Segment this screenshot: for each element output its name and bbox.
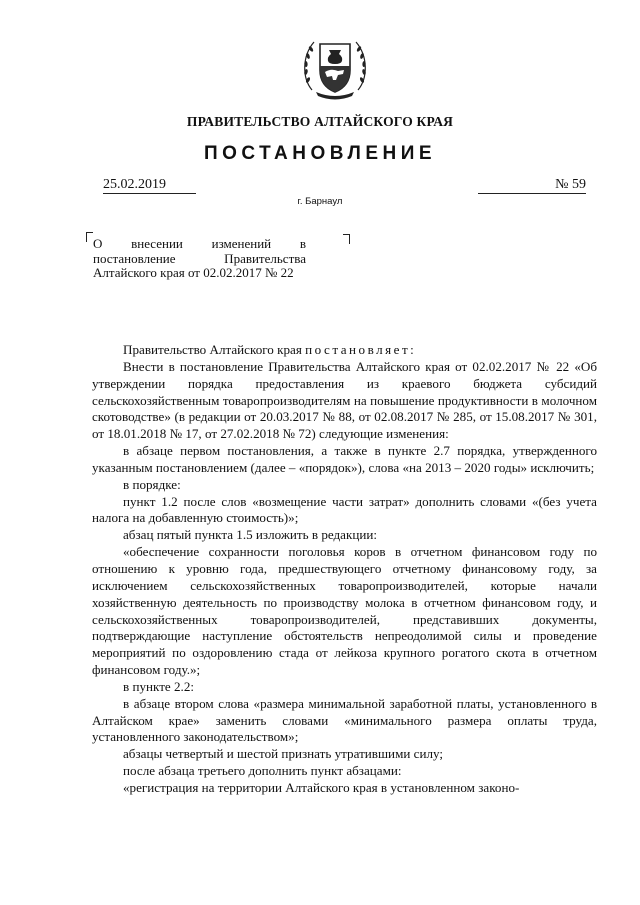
body-paragraph: в абзаце первом постановления, а также в пункте 2.7 порядка, утвержденного указанным постановлением (далее – «порядок»), слова «на 2013 – 2020 годы» исключить; [92, 443, 597, 475]
intro-keyword: постановляет: [305, 342, 417, 357]
document-type-title: ПОСТАНОВЛЕНИЕ [203, 143, 437, 164]
document-subject: О внесении изменений в постановление Правительства Алтайского края от 02.02.2017 № 22 [93, 236, 306, 280]
body-paragraph: пункт 1.2 после слов «возмещение части затрат» дополнить словами «(без учета налога на добавленную стоимость)»; [92, 493, 597, 526]
body-paragraph: в пункте 2.2: [123, 678, 195, 694]
body-paragraph: после абзаца третьего дополнить пункт абзацами: [123, 763, 402, 779]
subject-bracket-right [343, 234, 350, 244]
body-paragraph: в порядке: [123, 476, 181, 492]
body-paragraph: абзацы четвертый и шестой признать утратившими силу; [123, 746, 443, 762]
body-paragraph: в абзаце втором слова «размера минимальной заработной платы, установленного в Алтайском крае» заменить словами «минимального размера оплаты труда, установленного законодательством»; [92, 695, 597, 745]
coat-of-arms-emblem [298, 30, 372, 104]
document-body [92, 342, 597, 797]
body-paragraph: абзац пятый пункта 1.5 изложить в редакции: [123, 527, 378, 543]
intro-line [92, 342, 597, 359]
body-paragraph: «обеспечение сохранности поголовья коров в отчетном финансовом году по отношению к уровню года, предшествующего отчетному финансовому году, за исключением сельскохозяйственных товаропроизводителей, которые начали хозяйственную деятельность по производству молока в отчетном финансовом году, и сельскохозяйственных товаропроизводителей, представивших документы, подтверждающие наступление обстоятельств непреодолимой силы и проведение мероприятий по оздоровлению стада от лейкоза крупного рогатого скота в отчетном финансовом году.»; [92, 544, 597, 678]
body-paragraph: Внести в постановление Правительства Алтайского края от 02.02.2017 № 22 «Об утверждении порядка предоставления из краевого бюджета субсидий сельскохозяйственным товаропроизводителям на повышение продуктивности в молочном скотоводстве» (в редакции от 20.03.2017 № 88, от 02.08.2017 № 285, от 15.08.2017 № 301, от 18.01.2018 № 17, от 27.02.2018 № 72) следующие изменения: [92, 358, 597, 442]
government-title: ПРАВИТЕЛЬСТВО АЛТАЙСКОГО КРАЯ [186, 114, 454, 129]
document-date: 25.02.2019 [103, 176, 196, 194]
document-number: № 59 [478, 176, 586, 194]
body-paragraph: «регистрация на территории Алтайского края в установленном законо- [123, 779, 520, 795]
subject-bracket-left [86, 232, 93, 242]
document-city: г. Барнаул [297, 196, 343, 207]
intro-prefix: Правительство Алтайского края [123, 342, 306, 357]
